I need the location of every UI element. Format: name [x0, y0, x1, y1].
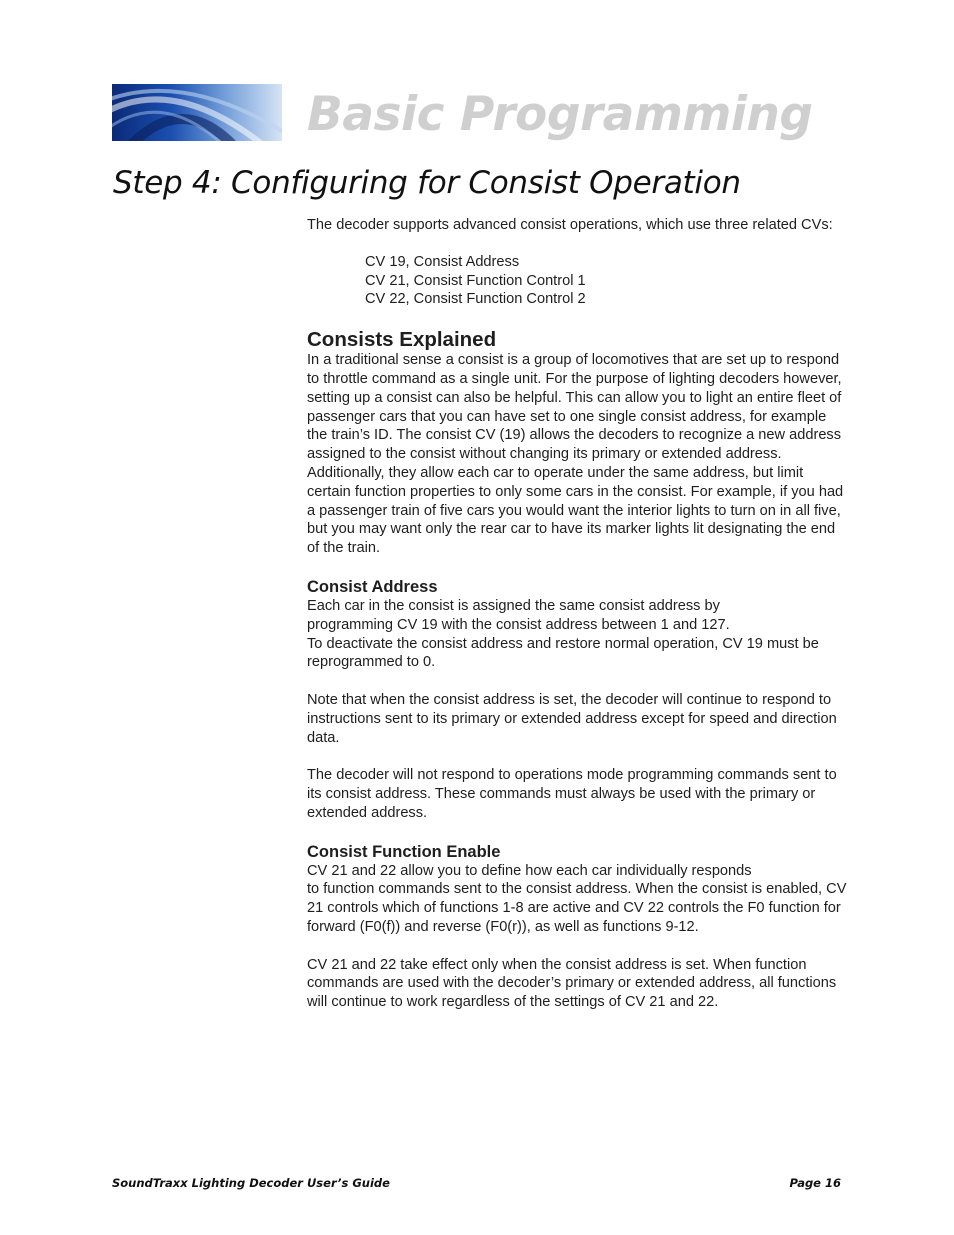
consist-function-body: to function commands sent to the consist address. When the consist is enabled, CV 21 controls which of functions 1-8 are active and CV 22 controls the F0 function for forward (F0(f)) and reverse (F0(r)), as well as functions 9-12.: [307, 881, 847, 935]
consists-explained-heading: Consists Explained: [307, 328, 497, 352]
cv-list-item: CV 19, Consist Address: [365, 253, 520, 270]
section-title: Basic Programming: [307, 87, 813, 142]
swirl-graphic: [112, 84, 282, 141]
consist-function-line: CV 21 and 22 allow you to define how each car individually responds: [307, 862, 752, 879]
blue-swirl-banner: [112, 84, 282, 141]
cv-list-item: CV 22, Consist Function Control 2: [365, 291, 586, 308]
step-title: Step 4: Configuring for Consist Operation: [113, 165, 741, 201]
footer-guide-title: SoundTraxx Lighting Decoder User’s Guide: [112, 1176, 390, 1190]
footer-page-number: Page 16: [789, 1176, 841, 1190]
cv-list: [307, 253, 847, 309]
consist-function-enable-heading: Consist Function Enable: [307, 842, 501, 861]
consist-address-line: To deactivate the consist address and restore normal operation, CV 19 must be reprogrammed to 0.: [307, 635, 819, 671]
consist-function-note: CV 21 and 22 take effect only when the consist address is set. When function commands are used with the decoder’s primary or extended address, all functions will continue to work regardless of the settings of CV 21 and 22.: [307, 956, 837, 1011]
main-content: [307, 216, 847, 1012]
intro-paragraph: The decoder supports advanced consist operations, which use three related CVs:: [307, 217, 833, 233]
consist-address-note: Note that when the consist address is set, the decoder will continue to respond to instructions sent to its primary or extended address except for speed and direction data.: [307, 691, 837, 746]
consist-address-line: programming CV 19 with the consist address between 1 and 127.: [307, 616, 730, 633]
consist-address-heading: Consist Address: [307, 577, 438, 596]
consists-explained-body: In a traditional sense a consist is a group of locomotives that are set up to respond to throttle command as a single unit. For the purpose of lighting decoders however, setting up a consist can also be helpful. This can allow you to light an entire fleet of passenger cars that you can have set to one single consist address, for example the train’s ID. The consist CV (19) allows the decoders to recognize a new address assigned to the consist without changing its primary or extended address. Additionally, they allow each car to operate under the same address, but limit certain function properties to only some cars in the consist. For example, if you had a passenger train of five cars you would want the interior lights to turn on in all five, but you may want only the rear car to have its marker lights lit designating the end of the train.: [307, 352, 844, 557]
consist-address-ops-note: The decoder will not respond to operations mode programming commands sent to its consist address. These commands must always be used with the primary or extended address.: [307, 767, 837, 821]
cv-list-item: CV 21, Consist Function Control 1: [365, 272, 586, 289]
consist-address-line: Each car in the consist is assigned the same consist address by: [307, 597, 720, 614]
